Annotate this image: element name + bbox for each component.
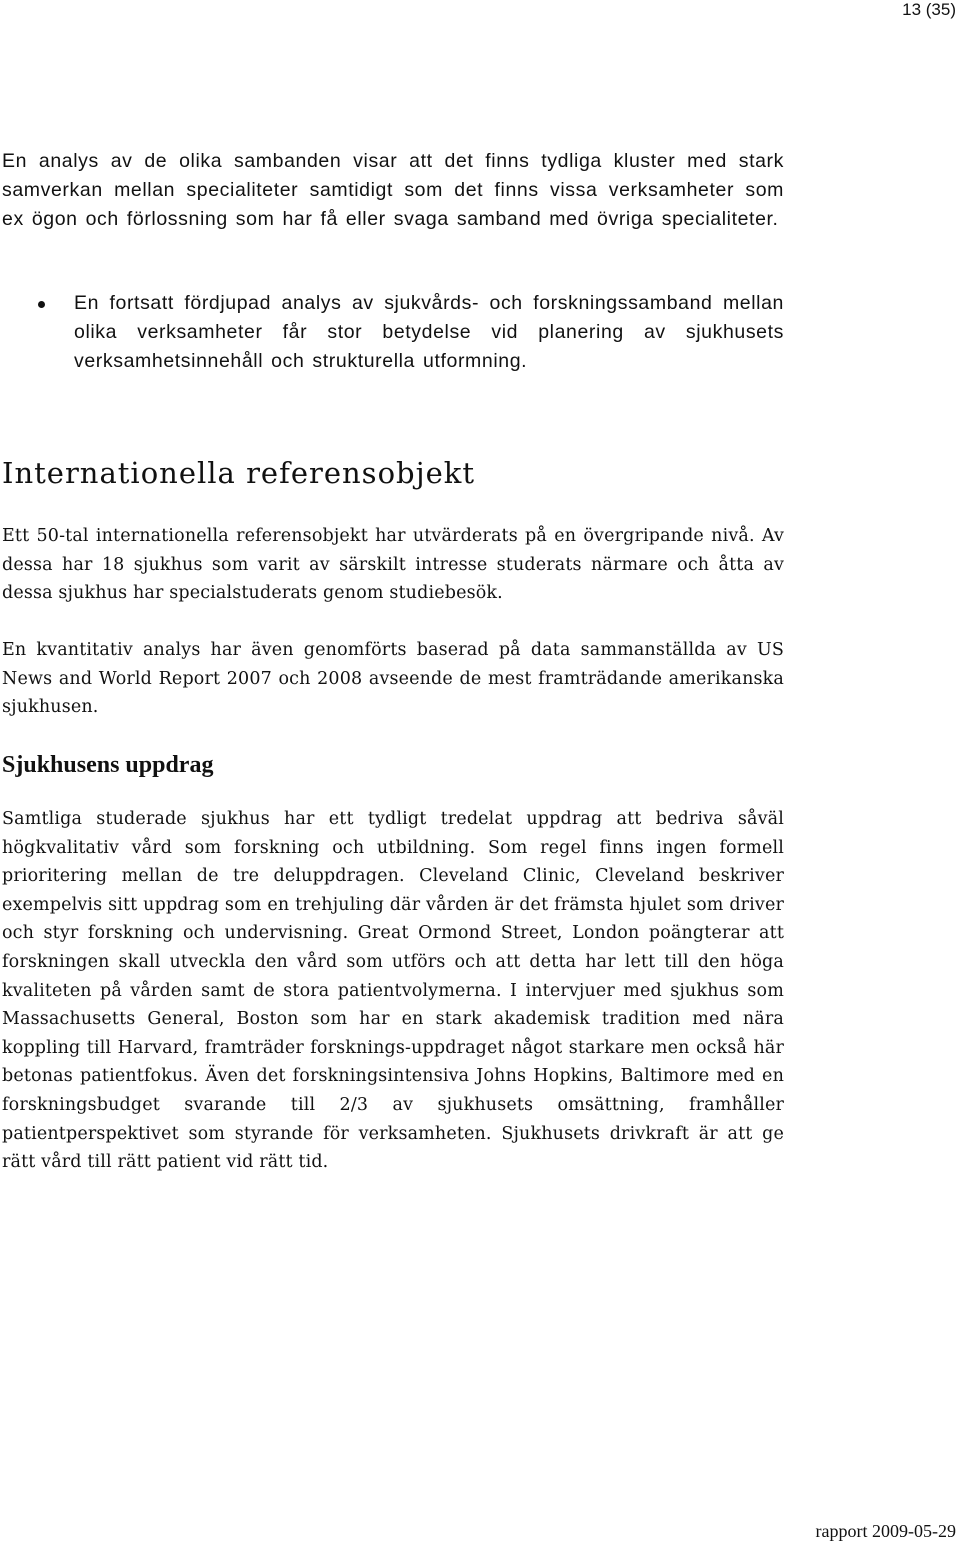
bullet-list bbox=[38, 289, 784, 376]
bullet-item: En fortsatt fördjupad analys av sjukvårds- och forskningssamband mellan olika verksamheter får stor betydelse vid planering av sjukhusets verksamhetsinnehåll och strukturella utformning. bbox=[74, 292, 784, 372]
page-number: 13 (35) bbox=[902, 0, 956, 19]
section-heading-mission: Sjukhusens uppdrag bbox=[2, 752, 214, 778]
section-heading-international: Internationella referensobjekt bbox=[2, 456, 475, 490]
bullet-dot-icon bbox=[38, 301, 45, 308]
footer-report-date: rapport 2009-05-29 bbox=[815, 1521, 956, 1541]
mission-paragraph: Samtliga studerade sjukhus har ett tydligt tredelat uppdrag att bedriva såväl högkvalitativ vård som forskning och utbildning. Som regel finns ingen formell prioritering mellan de tre deluppdragen. Cleveland Clinic, Cleveland beskriver exempelvis sitt uppdrag som en trehjuling där vården är det främsta hjulet som driver och styr forskning och undervisning. Great Ormond Street, London poängterar att forskningen skall utveckla den vård som utförs och att detta har lett till den höga kvaliteten på vården samt de stora patientvolymerna. I intervjuer med sjukhus som Massachusetts General, Boston som har en stark akademisk tradition med nära koppling till Harvard, framträder forsknings-uppdraget något starkare men också här betonas patientfokus. Även det forskningsintensiva Johns Hopkins, Baltimore med en forskningsbudget svarande till 2/3 av sjukhusets omsättning, framhåller patientperspektivet som styrande för verksamheten. Sjukhusets drivkraft är att ge rätt vård till rätt patient vid rätt tid. bbox=[2, 809, 784, 1173]
international-paragraph-1: Ett 50-tal internationella referensobjekt har utvärderats på en övergripande nivå. Av dessa har 18 sjukhus som varit av särskilt intresse studerats närmare och åtta av dessa sjukhus har specialstuderats genom studiebesök. bbox=[2, 526, 784, 604]
international-paragraph-2: En kvantitativ analys har även genomförts baserad på data sammanställda av US News and World Report 2007 och 2008 avseende de mest framträdande amerikanska sjukhusen. bbox=[2, 640, 784, 718]
intro-paragraph: En analys av de olika sambanden visar att det finns tydliga kluster med stark samverkan mellan specialiteter samtidigt som det finns vissa verksamheter som ex ögon och förlossning som har få eller svaga samband med övriga specialiteter. bbox=[2, 150, 784, 230]
